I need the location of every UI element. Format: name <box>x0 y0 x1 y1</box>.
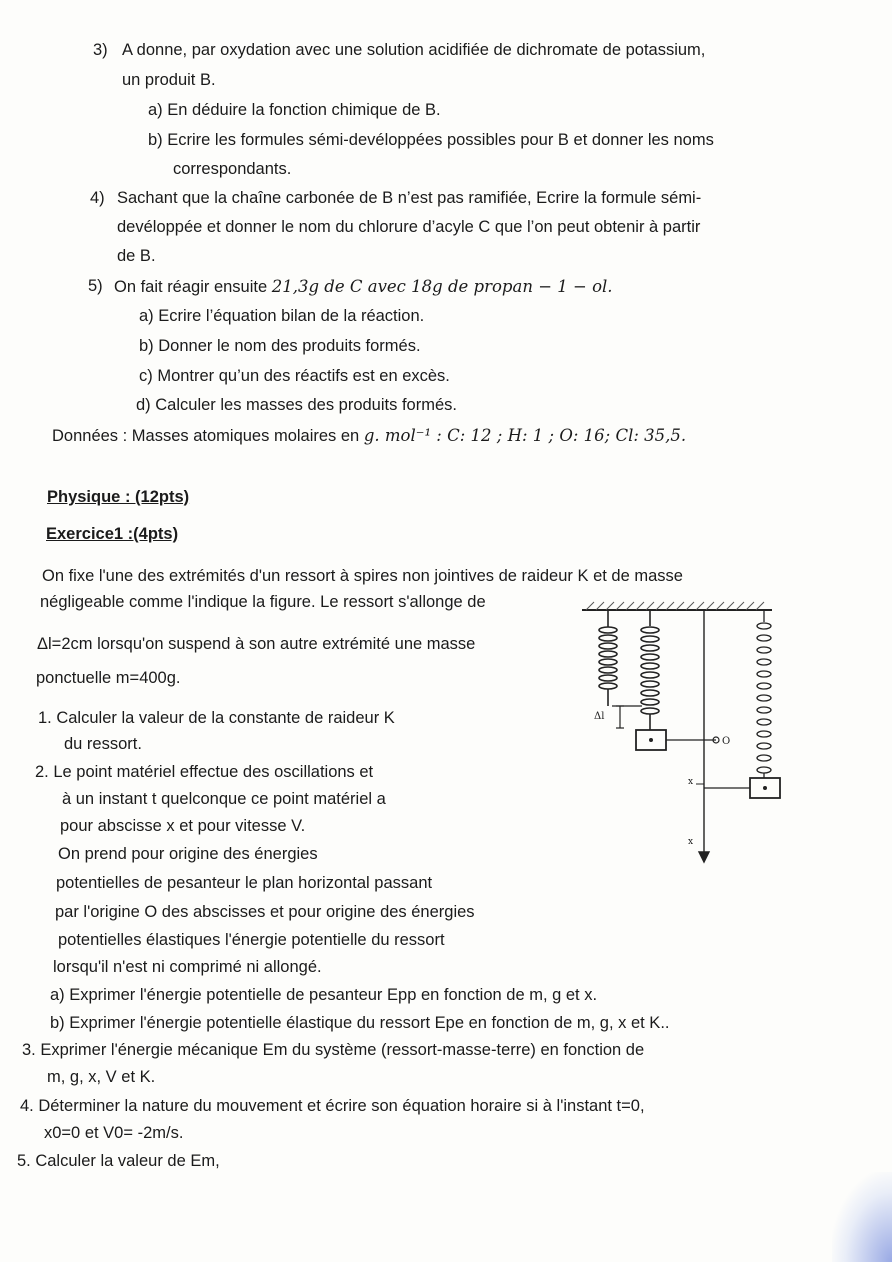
p-q2b-text: b) Exprimer l'énergie potentielle élastique du ressort Epe en fonction de m, g, x et K.. <box>50 1014 670 1032</box>
p-q2a-text: a) Exprimer l'énergie potentielle de pesanteur Epp en fonction de m, g et x. <box>50 986 598 1004</box>
p-q2-line4: On prend pour origine des énergies <box>58 845 318 863</box>
spring-mass-figure <box>582 600 792 865</box>
q3-number: 3) <box>93 41 108 59</box>
p-q1-line1: 1. Calculer la valeur de la constante de raideur K <box>38 709 395 727</box>
p-q2-line1: 2. Le point matériel effectue des oscillations et <box>35 763 374 781</box>
p-q2-line5: potentielles de pesanteur le plan horizontal passant <box>56 874 433 892</box>
q3a-text: a) En déduire la fonction chimique de B. <box>148 101 441 119</box>
label-x-position: x <box>688 777 694 787</box>
p-q3-line2: m, g, x, V et K. <box>47 1068 156 1086</box>
x-axis <box>699 610 709 862</box>
exercise1-title: Exercice1 :(4pts) <box>46 525 179 543</box>
p-q4-line1: 4. Déterminer la nature du mouvement et écrire son équation horaire si à l'instant t=0, <box>20 1097 645 1115</box>
scan-shadow <box>832 1172 892 1262</box>
q5d-text: d) Calculer les masses des produits formés. <box>136 396 457 414</box>
p-q4-line2: x0=0 et V0= -2m/s. <box>44 1124 184 1142</box>
q4-text-line3: de B. <box>117 247 156 265</box>
q5a-text: a) Ecrire l’équation bilan de la réaction. <box>139 307 425 325</box>
label-x-axis: x <box>688 837 694 847</box>
label-origin-O: O <box>722 736 731 747</box>
q4-number: 4) <box>90 189 105 207</box>
intro-line3: Δl=2cm lorsqu'on suspend à son autre extrémité une masse <box>37 635 476 653</box>
donnees-values: g. mol⁻¹ : C: 12 ; H: 1 ; O: 16; Cl: 35,5. <box>363 426 687 445</box>
donnees-label: Données : Masses atomiques molaires en <box>52 427 360 445</box>
label-delta-l: Δl <box>594 711 605 722</box>
elongation-marker <box>612 706 642 728</box>
q5b-text: b) Donner le nom des produits formés. <box>139 337 421 355</box>
p-q2-line3: pour abscisse x et pour vitesse V. <box>60 817 306 835</box>
q4-text-line1: Sachant que la chaîne carbonée de B n’est pas ramifiée, Ecrire la formule sémi- <box>117 189 702 207</box>
q5-number: 5) <box>88 277 103 295</box>
q3b-text-line1: b) Ecrire les formules sémi-devéloppées possibles pour B et donner les noms <box>148 131 714 149</box>
physique-title: Physique : (12pts) <box>47 488 190 506</box>
q4-text-line2: devéloppée et donner le nom du chlorure d’acyle C que l’on peut obtenir à partir <box>117 218 701 236</box>
p-q2-line6: par l'origine O des abscisses et pour origine des énergies <box>55 903 475 921</box>
intro-line2: négligeable comme l'indique la figure. Le ressort s'allonge de <box>40 593 486 611</box>
q3-text-line2: un produit B. <box>122 71 216 89</box>
p-q2-line7: potentielles élastiques l'énergie potentielle du ressort <box>58 931 445 949</box>
q5-math: 21,3g de C avec 18g de propan − 1 − ol. <box>271 277 613 296</box>
q3b-text-line2: correspondants. <box>173 160 292 178</box>
mass-block-displaced <box>704 778 780 798</box>
p-q2-line8: lorsqu'il n'est ni comprimé ni allongé. <box>53 958 322 976</box>
p-q1-line2: du ressort. <box>64 735 142 753</box>
spring-stretched <box>641 610 659 730</box>
donnees-line <box>52 426 686 447</box>
q5c-text: c) Montrer qu’un des réactifs est en excès. <box>139 367 450 385</box>
p-q5-text: 5. Calculer la valeur de Em, <box>17 1152 220 1170</box>
p-q3-line1: 3. Exprimer l'énergie mécanique Em du système (ressort-masse-terre) en fonction de <box>22 1041 645 1059</box>
ceiling-hatching <box>582 602 772 610</box>
intro-line4: ponctuelle m=400g. <box>36 669 181 687</box>
intro-line1: On fixe l'une des extrémités d'un ressort à spires non jointives de raideur K et de masse <box>42 567 683 585</box>
q3-text-line1: A donne, par oxydation avec une solution acidifiée de dichromate de potassium, <box>122 41 706 59</box>
q5-intro <box>114 277 613 298</box>
spring-relaxed <box>599 610 617 706</box>
q5-intro-text: On fait réagir ensuite <box>114 278 268 296</box>
p-q2-line2: à un instant t quelconque ce point matériel a <box>62 790 386 808</box>
spring-oscillating <box>757 610 771 778</box>
